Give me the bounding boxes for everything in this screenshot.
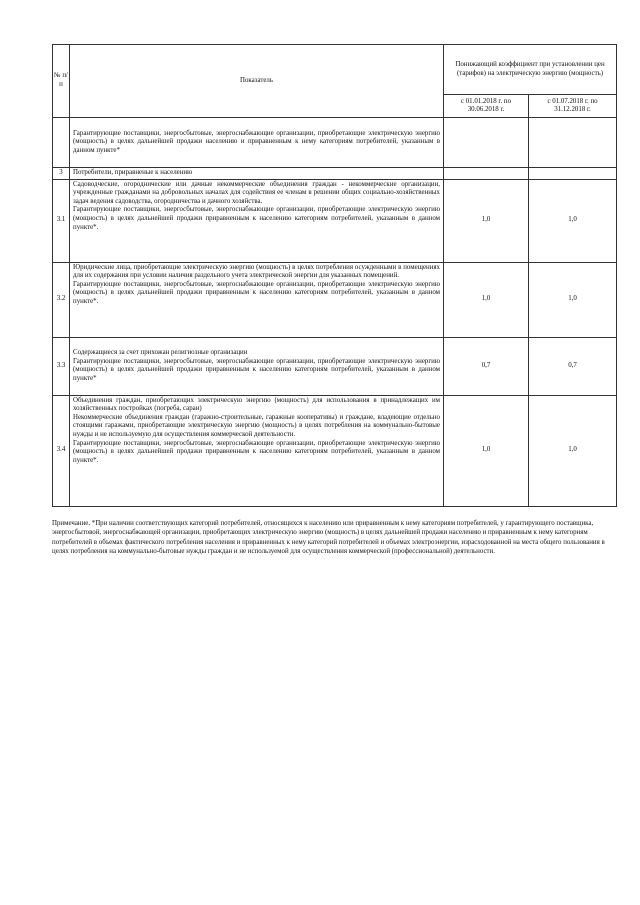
row-text: Содержащиеся за счет прихожан религиозные организации bbox=[73, 348, 248, 356]
row-text: Гарантирующие поставщики, энергосбытовые, энергоснабжающие организации, приобретающие электрическую энергию (мощность) в целях дальнейшей продажи населению и приравненным к нему категориям потребителей, указанным в данном пункте* bbox=[73, 129, 440, 154]
row-text: Гарантирующие поставщики, энергосбытовые, энергоснабжающие организации, приобретающие электрическую энергию (мощность) в целях дальнейшей продажи приравненным к населению категориям потребителей, указанным в данном пункте*. bbox=[73, 280, 440, 305]
row-text: Объединения граждан, приобретающих электрическую энергию (мощность) для использования в принадлежащих им хозяйственных постройках (погреба, сараи) bbox=[73, 396, 440, 413]
header-period-1: с 01.01.2018 г. по 30.06.2018 г. bbox=[444, 95, 529, 118]
row-num: 3.3 bbox=[53, 337, 70, 395]
tariff-coefficient-table bbox=[52, 44, 617, 507]
header-indicator: Показатель bbox=[70, 45, 444, 118]
table-row bbox=[53, 337, 617, 395]
row-value-2: 1,0 bbox=[529, 395, 617, 506]
table-row bbox=[53, 395, 617, 506]
table-row bbox=[53, 179, 617, 262]
section-row bbox=[53, 168, 617, 180]
row-value-2: 0,7 bbox=[529, 337, 617, 395]
row-value-2: 1,0 bbox=[529, 262, 617, 337]
footnote: Примечание. *При наличии соответствующих категорий потребителей, относящихся к населению или приравненным к нему категориям потребителей, у гарантирующего поставщика, энергосбытовой, энергоснабжающей организации, приобретающих электрическую энергию (мощность) в целях дальнейшей продажи населению и приравненным к нему категориям потребителей в объемах фактического потребления населения и приравненных к нему категорий потребителей и объемах электроэнергии, израсходованной на места общего пользования в целях потребления на коммунально-бытовые нужды граждан и не используемой для осуществления коммерческой (профессиональной) деятельности. bbox=[52, 520, 605, 556]
header-row bbox=[53, 45, 617, 95]
row-value-2: 1,0 bbox=[529, 179, 617, 262]
header-coefficient: Понижающий коэффициент при установлении цен (тарифов) на электрическую энергию (мощность) bbox=[444, 45, 617, 95]
row-text: Садоводческие, огороднические или дачные некоммерческие объединения граждан - некоммерческие организации, учрежденные гражданами на добровольных началах для содействия ее членам в решении общих социально-хозяйственных задач ведения садоводства, огородничества и дачного хозяйства. bbox=[73, 180, 440, 205]
row-text: Гарантирующие поставщики, энергосбытовые, энергоснабжающие организации, приобретающие электрическую энергию (мощность) в целях дальнейшей продажи приравненным к населению категориям потребителей, указанным в данном пункте*. bbox=[73, 206, 440, 231]
table-row bbox=[53, 118, 617, 168]
row-num: 3.4 bbox=[53, 395, 70, 506]
row-num: 3.1 bbox=[53, 179, 70, 262]
row-text: Гарантирующие поставщики, энергосбытовые, энергоснабжающие организации, приобретающие электрическую энергию (мощность) в целях дальнейшей продажи приравненным к населению категориям потребителей, указанным в данном пункте*. bbox=[73, 439, 440, 464]
row-text: Гарантирующие поставщики, энергосбытовые, энергоснабжающие организации, приобретающие электрическую энергию (мощность) в целях дальнейшей продажи приравненным к населению категориям потребителей, указанным в данном пункте* bbox=[73, 357, 440, 382]
row-value-1: 0,7 bbox=[444, 337, 529, 395]
section-num: 3 bbox=[53, 168, 70, 180]
row-text: Некоммерческие объединения граждан (гаражно-строительные, гаражные кооперативы) и граждане, владеющие отдельно стоящими гаражами, приобретающие электрическую энергию (мощность) в целях потребления на коммунально-бытовые нужды и не используемую для осуществления коммерческой деятельности. bbox=[73, 413, 440, 438]
row-text: Юридические лица, приобретающие электрическую энергию (мощность) в целях потребления осужденными в помещениях для их содержания при условии наличия раздельного учета электрической энергии для указанных помещений. bbox=[73, 263, 440, 280]
row-value-1: 1,0 bbox=[444, 262, 529, 337]
row-value-1: 1,0 bbox=[444, 179, 529, 262]
table-row bbox=[53, 262, 617, 337]
section-title: Потребители, приравненые к населению bbox=[70, 168, 444, 180]
header-num: № п/п bbox=[53, 45, 70, 118]
row-value-1: 1,0 bbox=[444, 395, 529, 506]
row-num: 3.2 bbox=[53, 262, 70, 337]
header-period-2: с 01.07.2018 г. по 31.12.2018 г. bbox=[529, 95, 617, 118]
